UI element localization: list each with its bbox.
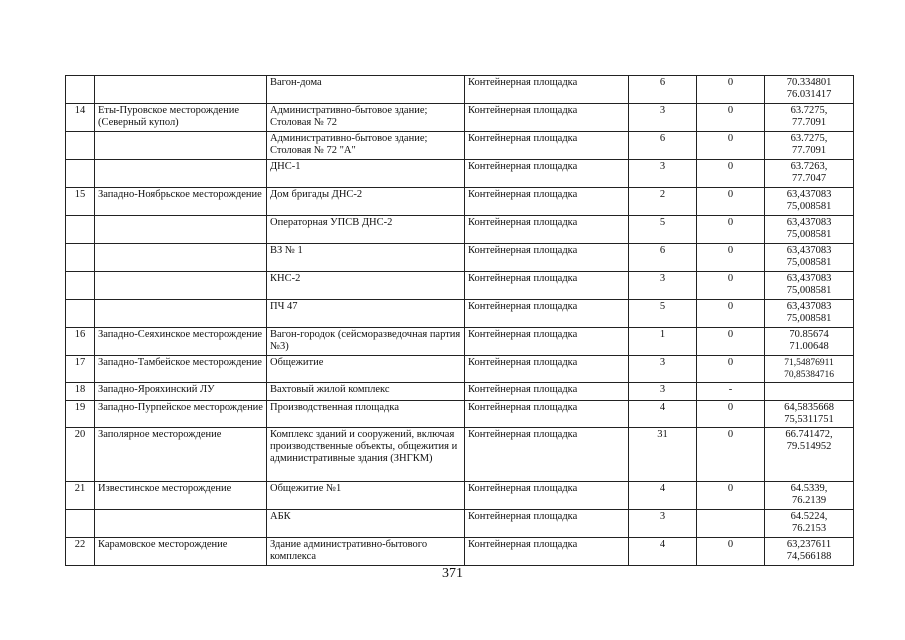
coordinates-cell	[765, 216, 854, 244]
table-row	[66, 132, 854, 160]
latitude-value: 63,437083	[786, 301, 832, 312]
object-name-cell: Дом бригады ДНС-2	[267, 188, 465, 216]
coordinates-cell	[765, 188, 854, 216]
table-row	[66, 300, 854, 328]
container-type-cell: Контейнерная площадка	[465, 300, 629, 328]
longitude-value: 75,008581	[786, 257, 832, 268]
count-cell: 3	[629, 104, 697, 132]
table-row	[66, 76, 854, 104]
table-row	[66, 244, 854, 272]
value-cell: 0	[697, 538, 765, 566]
site-name-cell	[95, 300, 267, 328]
coordinates-cell	[765, 300, 854, 328]
site-name-cell: Западно-Сеяхинское месторождение	[95, 328, 267, 356]
count-cell: 3	[629, 510, 697, 538]
row-number-cell	[66, 132, 95, 160]
value-cell: 0	[697, 216, 765, 244]
row-number-cell: 17	[66, 356, 95, 383]
table-row	[66, 428, 854, 482]
longitude-value: 74,566188	[786, 551, 832, 562]
longitude-value: 79.514952	[786, 441, 832, 452]
count-cell: 3	[629, 383, 697, 401]
latitude-value: 64.5224,	[790, 511, 828, 522]
object-name-cell: Общежитие №1	[267, 482, 465, 510]
container-type-cell: Контейнерная площадка	[465, 104, 629, 132]
latitude-value: 63,237611	[786, 539, 832, 550]
container-type-cell: Контейнерная площадка	[465, 132, 629, 160]
site-name-cell: Еты-Пуровское месторождение (Северный купол)	[95, 104, 267, 132]
count-cell: 3	[629, 272, 697, 300]
coordinates-cell	[765, 383, 854, 401]
latitude-value: 66.741472,	[785, 429, 833, 440]
object-name-cell: Комплекс зданий и сооружений, включая производственные объекты, общежития и административные здания (ЗНГКМ)	[267, 428, 465, 482]
value-cell: -	[697, 383, 765, 401]
count-cell: 5	[629, 216, 697, 244]
table-row	[66, 272, 854, 300]
count-cell: 3	[629, 356, 697, 383]
coordinates-cell	[765, 104, 854, 132]
object-name-cell: ПЧ 47	[267, 300, 465, 328]
container-type-cell: Контейнерная площадка	[465, 188, 629, 216]
count-cell: 5	[629, 300, 697, 328]
object-name-cell: Здание административно-бытового комплекса	[267, 538, 465, 566]
site-name-cell: Западно-Ноябрьское месторождение	[95, 188, 267, 216]
row-number-cell: 19	[66, 401, 95, 428]
count-cell: 1	[629, 328, 697, 356]
table-row	[66, 160, 854, 188]
value-cell: 0	[697, 188, 765, 216]
value-cell: 0	[697, 244, 765, 272]
longitude-value: 77.7091	[791, 117, 827, 128]
count-cell: 4	[629, 482, 697, 510]
count-cell: 2	[629, 188, 697, 216]
row-number-cell	[66, 300, 95, 328]
container-type-cell: Контейнерная площадка	[465, 160, 629, 188]
container-type-cell: Контейнерная площадка	[465, 328, 629, 356]
site-name-cell	[95, 272, 267, 300]
latitude-value: 64,5835668	[784, 402, 834, 413]
container-type-cell: Контейнерная площадка	[465, 383, 629, 401]
latitude-value: 63.7275,	[790, 133, 828, 144]
count-cell: 6	[629, 244, 697, 272]
count-cell: 4	[629, 401, 697, 428]
latitude-value: 64.5339,	[790, 483, 828, 494]
latitude-value: 63.7263,	[790, 161, 828, 172]
object-name-cell: Производственная площадка	[267, 401, 465, 428]
page-number: 371	[442, 566, 463, 581]
count-cell: 6	[629, 76, 697, 104]
value-cell: 0	[697, 482, 765, 510]
value-cell	[697, 510, 765, 538]
longitude-value: 75,5311751	[784, 414, 834, 425]
table-row	[66, 383, 854, 401]
sites-table	[65, 75, 854, 566]
value-cell: 0	[697, 132, 765, 160]
object-name-cell: Общежитие	[267, 356, 465, 383]
latitude-value: 70.334801	[786, 77, 832, 88]
coordinates-cell	[765, 132, 854, 160]
row-number-cell: 15	[66, 188, 95, 216]
site-name-cell: Известинское месторождение	[95, 482, 267, 510]
row-number-cell	[66, 510, 95, 538]
site-name-cell	[95, 510, 267, 538]
longitude-value: 75,008581	[786, 201, 832, 212]
value-cell: 0	[697, 160, 765, 188]
site-name-cell: Западно-Ярояхинский ЛУ	[95, 383, 267, 401]
longitude-value: 75,008581	[786, 313, 832, 324]
latitude-value: 63,437083	[786, 245, 832, 256]
object-name-cell: Вахтовый жилой комплекс	[267, 383, 465, 401]
container-type-cell: Контейнерная площадка	[465, 428, 629, 482]
longitude-value: 71.00648	[789, 341, 829, 352]
row-number-cell: 20	[66, 428, 95, 482]
object-name-cell: Операторная УПСВ ДНС-2	[267, 216, 465, 244]
container-type-cell: Контейнерная площадка	[465, 244, 629, 272]
site-name-cell	[95, 160, 267, 188]
coordinates-cell	[765, 510, 854, 538]
object-name-cell: ДНС-1	[267, 160, 465, 188]
site-name-cell: Заполярное месторождение	[95, 428, 267, 482]
longitude-value: 76.031417	[786, 89, 832, 100]
coordinates-cell	[765, 272, 854, 300]
coordinates-cell	[765, 482, 854, 510]
latitude-value: 63,437083	[786, 189, 832, 200]
site-name-cell	[95, 216, 267, 244]
value-cell: 0	[697, 104, 765, 132]
table-row	[66, 216, 854, 244]
row-number-cell: 21	[66, 482, 95, 510]
row-number-cell: 14	[66, 104, 95, 132]
count-cell: 4	[629, 538, 697, 566]
longitude-value: 76.2153	[791, 523, 827, 534]
row-number-cell	[66, 272, 95, 300]
latitude-value: 63,437083	[786, 217, 832, 228]
site-name-cell: Карамовское месторождение	[95, 538, 267, 566]
container-type-cell: Контейнерная площадка	[465, 216, 629, 244]
longitude-value: 70,85384716	[784, 370, 834, 380]
object-name-cell: Вагон-дома	[267, 76, 465, 104]
container-type-cell: Контейнерная площадка	[465, 482, 629, 510]
value-cell: 0	[697, 328, 765, 356]
row-number-cell: 18	[66, 383, 95, 401]
container-type-cell: Контейнерная площадка	[465, 538, 629, 566]
row-number-cell	[66, 244, 95, 272]
site-name-cell: Западно-Тамбейское месторождение	[95, 356, 267, 383]
longitude-value: 75,008581	[786, 285, 832, 296]
table-row	[66, 510, 854, 538]
latitude-value: 63.7275,	[790, 105, 828, 116]
object-name-cell: Административно-бытовое здание; Столовая № 72 "А"	[267, 132, 465, 160]
site-name-cell: Западно-Пурпейское месторождение	[95, 401, 267, 428]
coordinates-cell	[765, 428, 854, 482]
container-type-cell: Контейнерная площадка	[465, 76, 629, 104]
object-name-cell: АБК	[267, 510, 465, 538]
value-cell: 0	[697, 428, 765, 482]
row-number-cell	[66, 216, 95, 244]
value-cell: 0	[697, 76, 765, 104]
object-name-cell: ВЗ № 1	[267, 244, 465, 272]
table-row	[66, 188, 854, 216]
site-name-cell	[95, 132, 267, 160]
longitude-value: 76.2139	[791, 495, 827, 506]
coordinates-cell	[765, 356, 854, 383]
row-number-cell: 22	[66, 538, 95, 566]
object-name-cell: Административно-бытовое здание; Столовая № 72	[267, 104, 465, 132]
longitude-value: 75,008581	[786, 229, 832, 240]
value-cell: 0	[697, 401, 765, 428]
table-row	[66, 538, 854, 566]
value-cell: 0	[697, 272, 765, 300]
table-row	[66, 104, 854, 132]
latitude-value: 70.85674	[789, 329, 829, 340]
table-row	[66, 356, 854, 383]
table-row	[66, 482, 854, 510]
latitude-value: 63,437083	[786, 273, 832, 284]
longitude-value: 77.7091	[791, 145, 827, 156]
longitude-value: 77.7047	[791, 173, 827, 184]
table-row	[66, 328, 854, 356]
site-name-cell	[95, 244, 267, 272]
coordinates-cell	[765, 160, 854, 188]
object-name-cell: КНС-2	[267, 272, 465, 300]
coordinates-cell	[765, 401, 854, 428]
count-cell: 3	[629, 160, 697, 188]
row-number-cell: 16	[66, 328, 95, 356]
value-cell: 0	[697, 356, 765, 383]
row-number-cell	[66, 160, 95, 188]
site-name-cell	[95, 76, 267, 104]
container-type-cell: Контейнерная площадка	[465, 401, 629, 428]
coordinates-cell	[765, 244, 854, 272]
table-row	[66, 401, 854, 428]
latitude-value: 71,54876911	[784, 358, 834, 368]
value-cell: 0	[697, 300, 765, 328]
coordinates-cell	[765, 328, 854, 356]
row-number-cell	[66, 76, 95, 104]
object-name-cell: Вагон-городок (сейсморазведочная партия №3)	[267, 328, 465, 356]
count-cell: 31	[629, 428, 697, 482]
coordinates-cell	[765, 538, 854, 566]
count-cell: 6	[629, 132, 697, 160]
coordinates-cell	[765, 76, 854, 104]
container-type-cell: Контейнерная площадка	[465, 272, 629, 300]
container-type-cell: Контейнерная площадка	[465, 356, 629, 383]
container-type-cell: Контейнерная площадка	[465, 510, 629, 538]
